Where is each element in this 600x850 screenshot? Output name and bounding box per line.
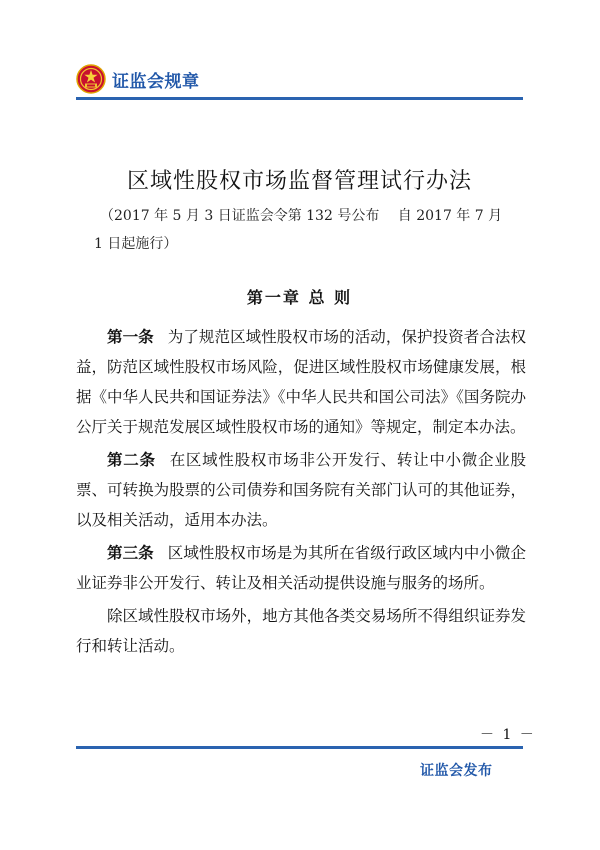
document-meta-line1: （2017 年 5 月 3 日证监会令第 132 号公布 自 2017 年 7 月 xyxy=(100,208,503,224)
paragraph: 除区域性股权市场外，地方其他各类交易场所不得组织证券发行和转让活动。 xyxy=(76,607,526,655)
document-body xyxy=(76,322,526,664)
national-emblem-icon xyxy=(76,64,106,94)
article-number: 第一条 xyxy=(107,328,154,346)
document-title: 区域性股权市场监督管理试行办法 xyxy=(126,169,472,194)
document-meta-line2: 1 日起施行） xyxy=(94,236,178,252)
article-text: 为了规范区域性股权市场的活动，保护投资者合法权益，防范区域性股权市场风险，促进区域性股权市场健康发展，根据《中华人民共和国证券法》《中华人民共和国公司法》《国务院办公厅关于规范发展区域性股权市场的通知》等规定，制定本办法。 xyxy=(76,328,526,436)
footer-divider xyxy=(76,746,523,749)
header-divider xyxy=(76,97,523,100)
article-number: 第二条 xyxy=(107,451,156,469)
article-text: 区域性股权市场是为其所在省级行政区域内中小微企业证券非公开发行、转让及相关活动提供设施与服务的场所。 xyxy=(76,544,526,592)
article-3 xyxy=(76,538,526,598)
document-meta xyxy=(94,202,530,258)
page-number: － 1 － xyxy=(480,727,536,743)
header-title: 证监会规章 xyxy=(112,71,200,92)
chapter-heading: 第一章 总 则 xyxy=(246,288,353,307)
article-number: 第三条 xyxy=(107,544,154,562)
article-2 xyxy=(76,445,526,535)
article-1 xyxy=(76,322,526,442)
header xyxy=(76,62,200,96)
publisher-label: 证监会发布 xyxy=(420,763,493,779)
article-text: 在区域性股权市场非公开发行、转让中小微企业股票、可转换为股票的公司债券和国务院有关部门认可的其他证券，以及相关活动，适用本办法。 xyxy=(76,451,526,529)
